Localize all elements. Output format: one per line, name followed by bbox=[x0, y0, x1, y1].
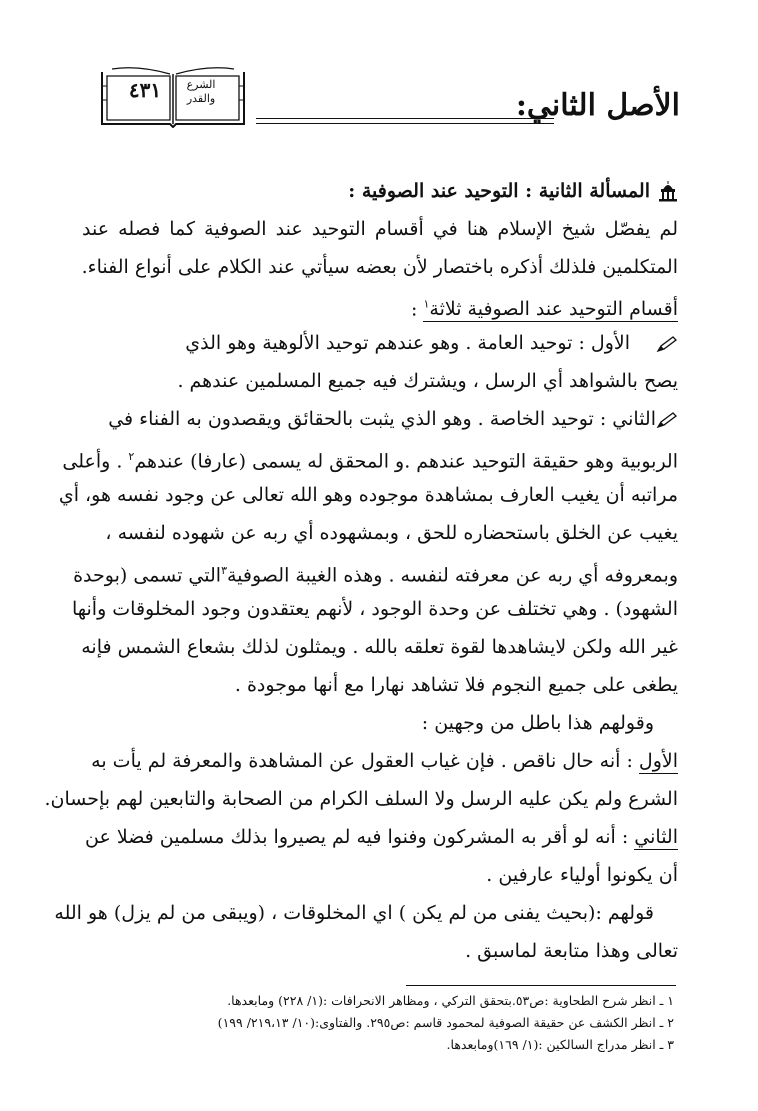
footnote: ٢ ـ انظر الكشف عن حقيقة الصوفية لمحمود قاسم :ص٢٩٥. والفتاوى:(١٠/ ٢١٩،١٣/ ١٩٩) bbox=[217, 1015, 674, 1030]
text-line: المتكلمين فلذلك أذكره باختصار لأن بعضه سيأتي عند الكلام على أنواع الفناء. bbox=[81, 256, 678, 278]
page-header bbox=[40, 58, 680, 138]
header-rule bbox=[256, 118, 554, 119]
book-title: الشرع والقدر bbox=[186, 78, 216, 105]
text-line: قولهم :(بحيث يفنى من لم يكن ) اي المخلوقات ، (ويبقى من لم يزل) هو الله bbox=[54, 902, 654, 924]
footnote-ref[interactable]: ١ bbox=[423, 298, 430, 311]
text-line: يطغى على جميع النجوم فلا تشاهد نهارا مع أنها موجودة . bbox=[234, 674, 678, 696]
text-line: يصح بالشواهد أي الرسل ، ويشترك فيه جميع المسلمين عندهم . bbox=[177, 370, 678, 392]
text-line: وقولهم هذا باطل من وجهين : bbox=[421, 712, 654, 734]
text-line: الربوبية وهو حقيقة التوحيد عندهم .و المحقق له يسمى (عارفا) عندهم$^٢$ . وأعلى bbox=[62, 450, 678, 473]
section-heading bbox=[82, 172, 678, 210]
mosque-icon bbox=[658, 180, 678, 202]
text-line: الشهود) . وهي تختلف عن وحدة الوجود ، لأنهم يعتقدون وجود المخلوقات وأنها bbox=[71, 598, 678, 620]
text-line: وبمعروفه أي ربه عن معرفته لنفسه . وهذه الغيبة الصوفية$^٣$التي تسمى (بوحدة bbox=[73, 564, 678, 587]
page-content bbox=[44, 172, 678, 970]
footnote: ١ ـ انظر شرح الطحاوية :ص٥٣.بتحقق التركي ، ومظاهر الانحرافات :(١/ ٢٢٨) ومابعدها. bbox=[227, 993, 674, 1008]
text-line: الأول : أنه حال ناقص . فإن غياب العقول عن المشاهدة والمعرفة لم يأت به bbox=[91, 750, 678, 772]
header-rule-2 bbox=[256, 123, 554, 124]
subheading-line: أقسام التوحيد عند الصوفية ثلاثة$^١$ : bbox=[411, 298, 678, 321]
footnote-separator bbox=[406, 985, 676, 986]
text-line: مراتبه أن يغيب العارف بمشاهدة موجوده وهو الله تعالى عن وجود نفسه هو، أي bbox=[58, 484, 678, 506]
text-line: يغيب عن الخلق باستحضاره للحق ، وبمشهوده أي ربه عن شهوده لنفسه ، bbox=[105, 522, 678, 544]
page-number: ٤٣١ bbox=[128, 78, 162, 102]
heading-text: المسألة الثانية : التوحيد عند الصوفية : bbox=[348, 180, 650, 202]
text-line: أن يكونوا أولياء عارفين . bbox=[486, 864, 678, 886]
first-label: الأول bbox=[638, 750, 678, 772]
footnote: ٣ ـ انظر مدراج السالكين :(١/ ١٦٩)ومابعدها. bbox=[446, 1037, 674, 1052]
text-line: لم يفصّل شيخ الإسلام هنا في أقسام التوحيد عند الصوفية كما فصله عند bbox=[82, 218, 678, 240]
text-line: تعالى وهذا متابعة لماسبق . bbox=[465, 940, 678, 962]
chapter-title: الأصل الثاني: bbox=[515, 88, 680, 123]
footnote-ref[interactable]: ٣ bbox=[221, 564, 227, 577]
subheading: أقسام التوحيد عند الصوفية ثلاثة$^١$ bbox=[423, 298, 678, 321]
footnotes bbox=[114, 990, 674, 1056]
text-line: الثاني : توحيد الخاصة . وهو الذي يثبت بالحقائق ويقصدون به الفناء في bbox=[82, 400, 678, 438]
second-label: الثاني bbox=[634, 826, 678, 848]
pen-icon bbox=[656, 411, 678, 429]
text-line: غير الله ولكن لايشاهدها لقوة تعلقه بالله . ويمثلون لذلك بشعاع الشمس فإنه bbox=[81, 636, 678, 658]
text-line: الثاني : أنه لو أقر به المشركون وفنوا فيه لم يصيروا بذلك مسلمين فضلا عن bbox=[85, 826, 678, 848]
pen-icon bbox=[656, 335, 678, 353]
footnote-ref[interactable]: ٢ bbox=[128, 450, 135, 463]
text-line: الأول : توحيد العامة . وهو عندهم توحيد الألوهية وهو الذي bbox=[82, 324, 678, 362]
text-line: الشرع ولم يكن عليه الرسل ولا السلف الكرام من الصحابة والتابعين لهم بإحسان. bbox=[44, 788, 678, 810]
